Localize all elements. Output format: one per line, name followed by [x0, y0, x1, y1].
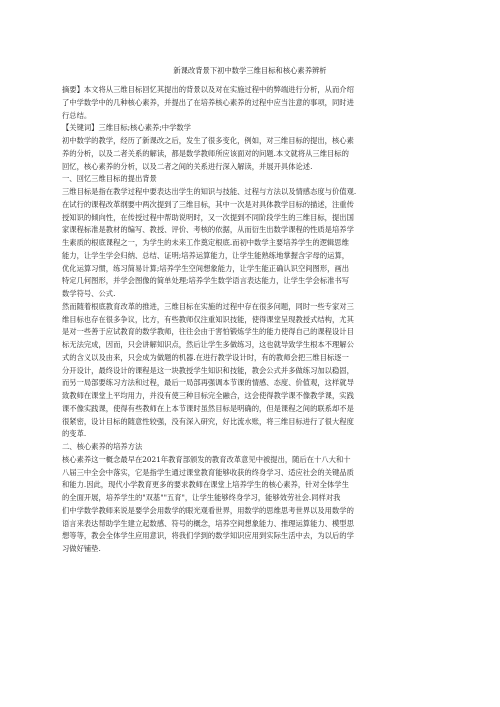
- text-line: 标无法完成，因而，只会讲解知识点，然后让学生多做练习，这也就导致学生根本不理解公: [62, 340, 354, 349]
- text-line: 很紧密，设计目标的随意性较强，没有深入研究，好比流水账，将三维目标进行了很大程度: [62, 416, 354, 426]
- text-line: 二、核心素养的培养方法: [62, 442, 143, 451]
- text-line: 能力，让学生学会归纳、总结、证明;培养运算能力，让学生能熟练地掌握含字母的运算，: [62, 250, 350, 260]
- text-line: 家课程标准是教材的编写、教授、评价、考核的依据，从而衍生出数学课程的性质是培养学: [62, 225, 354, 235]
- text-line: 初中数学的教学，经历了新课改之后，发生了很多变化，例如，对三维目标的提出，核心素: [62, 136, 354, 145]
- text-line: 和能力.因此，现代小学教育更多的要求教师在课堂上培养学生的核心素养，针对全体学生: [62, 480, 349, 490]
- document-title: 新课改背景下初中数学三维目标和核心素养辨析: [173, 66, 327, 75]
- text-line: 回忆，核心素养的分析，以及二者之间的关系进行深入解读，并展开具体论述.: [62, 161, 313, 171]
- text-line: 授知识的倾向性，在传授过程中帮助说明时，又一次提到不同阶段学生的三维目标，提出国: [62, 212, 354, 222]
- text-line: 了中学数学中的几种核心素养，并提出了在培养核心素养的过程中应当注意的事项，同时进: [62, 97, 354, 107]
- text-line: 的全面开展，培养学生的"双基""五育"，让学生能够终身学习，能够效劳社会.同样对我: [62, 493, 341, 502]
- text-line: 们中学数学教师来说是要学会用数学的眼光观看世界，用数学的思维思考世界以及用数学的: [62, 505, 354, 515]
- text-line: 然而随着根底教育改革的推进，三维目标在实施的过程中存在很多问题，同时一些专家对三: [62, 301, 354, 311]
- text-line: 核心素养这一概念最早在2021年教育部颁发的教育改革意见中被提出，随后在十八大和十: [62, 454, 351, 464]
- text-line: 维目标也存在很多争议，比方，有些教师仅注重知识技能，使得课堂呈现教授式结构，尤其: [62, 314, 354, 324]
- text-line: 数学符号、公式.: [62, 289, 116, 298]
- text-line: 摘要】本文将从三维目标回忆其提出的背景以及对在实施过程中的弊端进行分析，从而介绍: [62, 85, 354, 94]
- text-line: 习做好铺垫.: [62, 544, 101, 553]
- text-line: 在试行的课程改革纲要中两次提到了三维目标，其中一次是对具体教学目标的描述，注重传: [62, 199, 354, 209]
- text-line: 语言来表达帮助学生建立起数感、符号的概念，培养空间想象能力、推理运算能力、模型思: [62, 518, 354, 528]
- text-line: 的变革.: [62, 429, 87, 439]
- text-line: 【关键词】三维目标;核心素养;中学数学: [62, 123, 191, 133]
- document-body: [62, 84, 440, 556]
- text-line: 三维目标是指在教学过程中要表达出学生的知识与技能、过程与方法以及情感态度与价值观.: [62, 187, 357, 196]
- text-line: 而另一局部要练习方法和过程，最后一局部再强调本节课的情感、态度、价值观，这样就导: [62, 378, 354, 388]
- text-line: 生素质的根底课程之一，为学生的未来工作奠定根底.而初中数学主要培养学生的逻辑思维: [62, 238, 349, 247]
- text-line: 是对一些善于应试教育的数学教师，往往会由于害怕锻炼学生的能力使得自己的课程设计目: [62, 327, 354, 337]
- text-line: 式的含义以及由来，只会成为做题的机器.在进行教学设计时，有的教师会把三维目标逐一: [62, 352, 349, 362]
- text-line: 养的分析，以及二者关系的解读，都是数学教师所应该面对的问题.本文就将从三维目标的: [62, 148, 349, 158]
- text-line: 课不像实践课，使得有些教师在上本节课时虽然目标是明确的，但是课程之间的联系却不是: [62, 403, 354, 413]
- text-line: 八届三中全会中落实，它是指学生通过课堂教育能够收获的终身学习、适应社会的关键品质: [62, 467, 354, 477]
- text-line: 特定几何图形，并学会图像的简单处理;培养学生数学语言表达能力，让学生学会标准书写: [62, 276, 350, 286]
- text-line: 致教师在课堂上平均用力，并没有使三种目标完全融合，这会使得教学课不像教学课，实践: [62, 391, 354, 400]
- text-line: 想等等，教会全体学生应用意识，将我们学到的数学知识应用到实际生活中去，为以后的学: [62, 531, 354, 541]
- text-line: 行总结。: [62, 110, 92, 120]
- text-line: 优化运算习惯，练习简易计算;培养学生空间想象能力，让学生能正确认识空间图形，画出: [62, 263, 350, 273]
- text-line: 一、回忆三维目标的提出背景: [62, 174, 157, 184]
- text-line: 分开设计，最终设计的课程是这一块教授学生知识和技能，教会公式并多做练习加以稳固，: [62, 365, 354, 375]
